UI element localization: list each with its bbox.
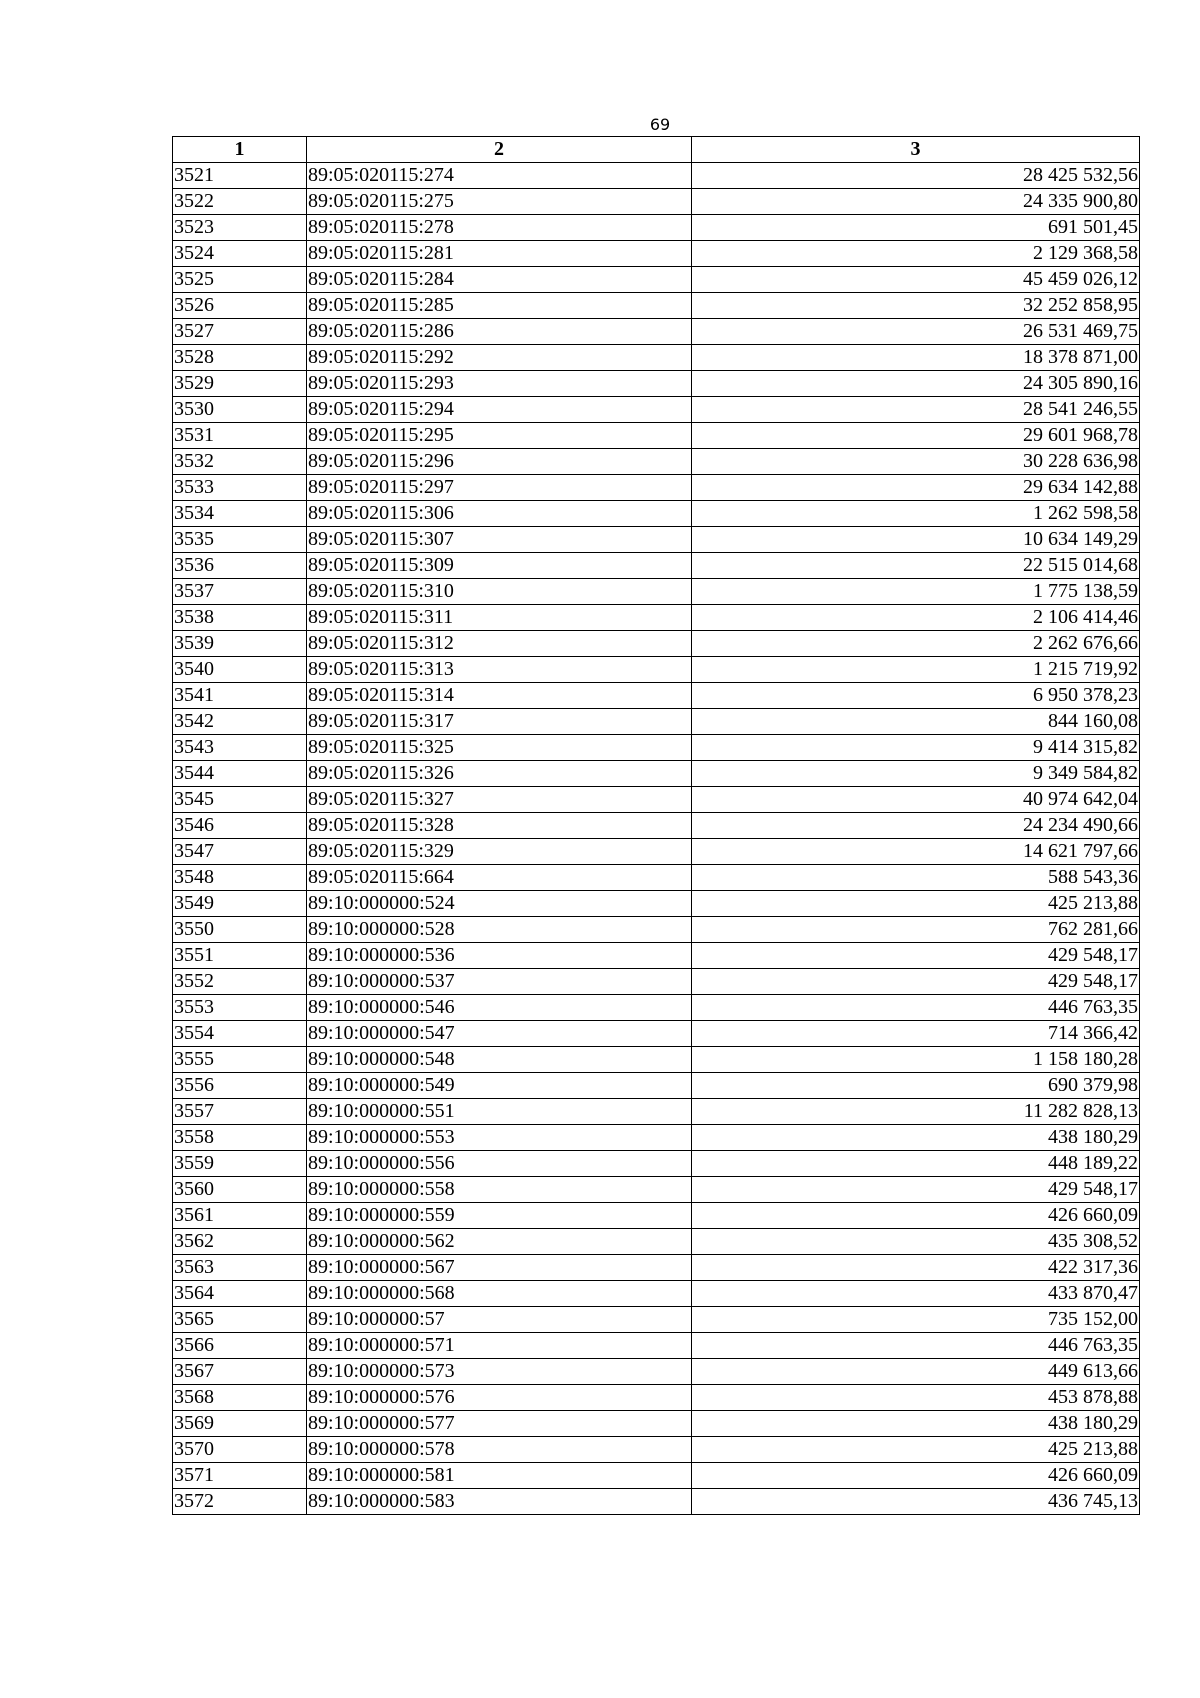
value-cell: 448 189,22	[692, 1151, 1140, 1177]
value-cell: 438 180,29	[692, 1411, 1140, 1437]
table-body	[173, 163, 1140, 1515]
table-row	[173, 943, 1140, 969]
value-cell: 2 106 414,46	[692, 605, 1140, 631]
value-cell: 32 252 858,95	[692, 293, 1140, 319]
cadastral-number-cell: 89:05:020115:286	[307, 319, 692, 345]
cadastral-number-cell: 89:05:020115:296	[307, 449, 692, 475]
registry-table	[172, 136, 1140, 1515]
row-number-cell: 3532	[173, 449, 307, 475]
table-row	[173, 293, 1140, 319]
value-cell: 2 262 676,66	[692, 631, 1140, 657]
table-row	[173, 1411, 1140, 1437]
cadastral-number-cell: 89:05:020115:310	[307, 579, 692, 605]
row-number-cell: 3563	[173, 1255, 307, 1281]
table-row	[173, 215, 1140, 241]
table-row	[173, 735, 1140, 761]
cadastral-number-cell: 89:05:020115:313	[307, 657, 692, 683]
table-row	[173, 1307, 1140, 1333]
row-number-cell: 3522	[173, 189, 307, 215]
cadastral-number-cell: 89:05:020115:306	[307, 501, 692, 527]
cadastral-number-cell: 89:10:000000:578	[307, 1437, 692, 1463]
row-number-cell: 3536	[173, 553, 307, 579]
cadastral-number-cell: 89:10:000000:536	[307, 943, 692, 969]
value-cell: 436 745,13	[692, 1489, 1140, 1515]
row-number-cell: 3561	[173, 1203, 307, 1229]
table-row	[173, 813, 1140, 839]
cadastral-number-cell: 89:05:020115:327	[307, 787, 692, 813]
value-cell: 425 213,88	[692, 891, 1140, 917]
cadastral-number-cell: 89:05:020115:297	[307, 475, 692, 501]
value-cell: 28 425 532,56	[692, 163, 1140, 189]
row-number-cell: 3570	[173, 1437, 307, 1463]
cadastral-number-cell: 89:05:020115:312	[307, 631, 692, 657]
cadastral-number-cell: 89:10:000000:562	[307, 1229, 692, 1255]
cadastral-number-cell: 89:05:020115:281	[307, 241, 692, 267]
page-number: 69	[649, 115, 671, 134]
row-number-cell: 3569	[173, 1411, 307, 1437]
table-row	[173, 1437, 1140, 1463]
value-cell: 429 548,17	[692, 1177, 1140, 1203]
table-row	[173, 839, 1140, 865]
value-cell: 1 262 598,58	[692, 501, 1140, 527]
value-cell: 45 459 026,12	[692, 267, 1140, 293]
row-number-cell: 3552	[173, 969, 307, 995]
row-number-cell: 3542	[173, 709, 307, 735]
cadastral-number-cell: 89:05:020115:294	[307, 397, 692, 423]
table-row	[173, 423, 1140, 449]
cadastral-number-cell: 89:10:000000:583	[307, 1489, 692, 1515]
value-cell: 28 541 246,55	[692, 397, 1140, 423]
row-number-cell: 3559	[173, 1151, 307, 1177]
table-row	[173, 267, 1140, 293]
value-cell: 9 349 584,82	[692, 761, 1140, 787]
cadastral-number-cell: 89:10:000000:568	[307, 1281, 692, 1307]
table-row	[173, 1073, 1140, 1099]
row-number-cell: 3564	[173, 1281, 307, 1307]
table-row	[173, 163, 1140, 189]
cadastral-number-cell: 89:10:000000:547	[307, 1021, 692, 1047]
row-number-cell: 3560	[173, 1177, 307, 1203]
value-cell: 6 950 378,23	[692, 683, 1140, 709]
value-cell: 14 621 797,66	[692, 839, 1140, 865]
row-number-cell: 3546	[173, 813, 307, 839]
table-row	[173, 501, 1140, 527]
table-row	[173, 1177, 1140, 1203]
column-header-3: 3	[692, 137, 1140, 163]
value-cell: 26 531 469,75	[692, 319, 1140, 345]
row-number-cell: 3533	[173, 475, 307, 501]
value-cell: 435 308,52	[692, 1229, 1140, 1255]
cadastral-number-cell: 89:10:000000:571	[307, 1333, 692, 1359]
row-number-cell: 3566	[173, 1333, 307, 1359]
value-cell: 735 152,00	[692, 1307, 1140, 1333]
value-cell: 1 158 180,28	[692, 1047, 1140, 1073]
cadastral-number-cell: 89:10:000000:558	[307, 1177, 692, 1203]
row-number-cell: 3550	[173, 917, 307, 943]
value-cell: 446 763,35	[692, 1333, 1140, 1359]
cadastral-number-cell: 89:05:020115:328	[307, 813, 692, 839]
value-cell: 1 775 138,59	[692, 579, 1140, 605]
value-cell: 714 366,42	[692, 1021, 1140, 1047]
table-row	[173, 1359, 1140, 1385]
table-row	[173, 657, 1140, 683]
value-cell: 433 870,47	[692, 1281, 1140, 1307]
row-number-cell: 3551	[173, 943, 307, 969]
cadastral-number-cell: 89:05:020115:311	[307, 605, 692, 631]
value-cell: 22 515 014,68	[692, 553, 1140, 579]
table-row	[173, 969, 1140, 995]
cadastral-number-cell: 89:05:020115:278	[307, 215, 692, 241]
table-row	[173, 1463, 1140, 1489]
value-cell: 422 317,36	[692, 1255, 1140, 1281]
value-cell: 1 215 719,92	[692, 657, 1140, 683]
value-cell: 426 660,09	[692, 1463, 1140, 1489]
table-header	[173, 137, 1140, 163]
row-number-cell: 3523	[173, 215, 307, 241]
table-row	[173, 1203, 1140, 1229]
row-number-cell: 3544	[173, 761, 307, 787]
value-cell: 691 501,45	[692, 215, 1140, 241]
row-number-cell: 3539	[173, 631, 307, 657]
table-row	[173, 189, 1140, 215]
cadastral-number-cell: 89:05:020115:292	[307, 345, 692, 371]
value-cell: 844 160,08	[692, 709, 1140, 735]
value-cell: 40 974 642,04	[692, 787, 1140, 813]
row-number-cell: 3540	[173, 657, 307, 683]
value-cell: 2 129 368,58	[692, 241, 1140, 267]
row-number-cell: 3555	[173, 1047, 307, 1073]
value-cell: 588 543,36	[692, 865, 1140, 891]
value-cell: 24 305 890,16	[692, 371, 1140, 397]
table-row	[173, 787, 1140, 813]
row-number-cell: 3529	[173, 371, 307, 397]
cadastral-number-cell: 89:10:000000:548	[307, 1047, 692, 1073]
row-number-cell: 3556	[173, 1073, 307, 1099]
row-number-cell: 3528	[173, 345, 307, 371]
cadastral-number-cell: 89:10:000000:551	[307, 1099, 692, 1125]
table-row	[173, 449, 1140, 475]
table-row	[173, 475, 1140, 501]
cadastral-number-cell: 89:10:000000:553	[307, 1125, 692, 1151]
value-cell: 762 281,66	[692, 917, 1140, 943]
table-row	[173, 1229, 1140, 1255]
cadastral-number-cell: 89:05:020115:275	[307, 189, 692, 215]
value-cell: 690 379,98	[692, 1073, 1140, 1099]
value-cell: 29 634 142,88	[692, 475, 1140, 501]
cadastral-number-cell: 89:05:020115:664	[307, 865, 692, 891]
row-number-cell: 3558	[173, 1125, 307, 1151]
table-row	[173, 631, 1140, 657]
row-number-cell: 3571	[173, 1463, 307, 1489]
cadastral-number-cell: 89:05:020115:295	[307, 423, 692, 449]
table-row	[173, 1021, 1140, 1047]
value-cell: 10 634 149,29	[692, 527, 1140, 553]
row-number-cell: 3525	[173, 267, 307, 293]
table-row	[173, 241, 1140, 267]
value-cell: 24 335 900,80	[692, 189, 1140, 215]
cadastral-number-cell: 89:10:000000:524	[307, 891, 692, 917]
table-row	[173, 1151, 1140, 1177]
cadastral-number-cell: 89:05:020115:329	[307, 839, 692, 865]
row-number-cell: 3567	[173, 1359, 307, 1385]
row-number-cell: 3568	[173, 1385, 307, 1411]
row-number-cell: 3541	[173, 683, 307, 709]
cadastral-number-cell: 89:10:000000:577	[307, 1411, 692, 1437]
value-cell: 9 414 315,82	[692, 735, 1140, 761]
cadastral-number-cell: 89:05:020115:284	[307, 267, 692, 293]
cadastral-number-cell: 89:10:000000:581	[307, 1463, 692, 1489]
cadastral-number-cell: 89:10:000000:546	[307, 995, 692, 1021]
header-row	[173, 137, 1140, 163]
cadastral-number-cell: 89:10:000000:549	[307, 1073, 692, 1099]
cadastral-number-cell: 89:10:000000:537	[307, 969, 692, 995]
row-number-cell: 3526	[173, 293, 307, 319]
table-row	[173, 1333, 1140, 1359]
cadastral-number-cell: 89:10:000000:576	[307, 1385, 692, 1411]
value-cell: 453 878,88	[692, 1385, 1140, 1411]
table-row	[173, 1255, 1140, 1281]
row-number-cell: 3530	[173, 397, 307, 423]
value-cell: 446 763,35	[692, 995, 1140, 1021]
table-row	[173, 865, 1140, 891]
row-number-cell: 3527	[173, 319, 307, 345]
table-row	[173, 761, 1140, 787]
row-number-cell: 3538	[173, 605, 307, 631]
cadastral-number-cell: 89:05:020115:285	[307, 293, 692, 319]
row-number-cell: 3565	[173, 1307, 307, 1333]
row-number-cell: 3557	[173, 1099, 307, 1125]
column-header-1: 1	[173, 137, 307, 163]
table-row	[173, 527, 1140, 553]
table-row	[173, 995, 1140, 1021]
cadastral-number-cell: 89:05:020115:274	[307, 163, 692, 189]
value-cell: 30 228 636,98	[692, 449, 1140, 475]
cadastral-number-cell: 89:10:000000:556	[307, 1151, 692, 1177]
value-cell: 429 548,17	[692, 969, 1140, 995]
cadastral-number-cell: 89:10:000000:528	[307, 917, 692, 943]
cadastral-number-cell: 89:05:020115:326	[307, 761, 692, 787]
value-cell: 429 548,17	[692, 943, 1140, 969]
row-number-cell: 3562	[173, 1229, 307, 1255]
row-number-cell: 3572	[173, 1489, 307, 1515]
table-row	[173, 371, 1140, 397]
column-header-2: 2	[307, 137, 692, 163]
table-row	[173, 345, 1140, 371]
row-number-cell: 3521	[173, 163, 307, 189]
cadastral-number-cell: 89:05:020115:307	[307, 527, 692, 553]
table-row	[173, 605, 1140, 631]
table-row	[173, 553, 1140, 579]
row-number-cell: 3548	[173, 865, 307, 891]
row-number-cell: 3547	[173, 839, 307, 865]
value-cell: 425 213,88	[692, 1437, 1140, 1463]
value-cell: 18 378 871,00	[692, 345, 1140, 371]
value-cell: 29 601 968,78	[692, 423, 1140, 449]
cadastral-number-cell: 89:05:020115:293	[307, 371, 692, 397]
row-number-cell: 3549	[173, 891, 307, 917]
value-cell: 426 660,09	[692, 1203, 1140, 1229]
row-number-cell: 3545	[173, 787, 307, 813]
cadastral-number-cell: 89:05:020115:314	[307, 683, 692, 709]
row-number-cell: 3554	[173, 1021, 307, 1047]
row-number-cell: 3534	[173, 501, 307, 527]
cadastral-number-cell: 89:10:000000:567	[307, 1255, 692, 1281]
table-row	[173, 1047, 1140, 1073]
row-number-cell: 3543	[173, 735, 307, 761]
table-row	[173, 397, 1140, 423]
cadastral-number-cell: 89:10:000000:573	[307, 1359, 692, 1385]
table-row	[173, 1125, 1140, 1151]
row-number-cell: 3553	[173, 995, 307, 1021]
value-cell: 438 180,29	[692, 1125, 1140, 1151]
table-row	[173, 683, 1140, 709]
row-number-cell: 3537	[173, 579, 307, 605]
table-row	[173, 1489, 1140, 1515]
table-row	[173, 1281, 1140, 1307]
cadastral-number-cell: 89:10:000000:559	[307, 1203, 692, 1229]
table-row	[173, 917, 1140, 943]
value-cell: 449 613,66	[692, 1359, 1140, 1385]
cadastral-number-cell: 89:10:000000:57	[307, 1307, 692, 1333]
table-row	[173, 1385, 1140, 1411]
cadastral-number-cell: 89:05:020115:309	[307, 553, 692, 579]
value-cell: 11 282 828,13	[692, 1099, 1140, 1125]
table-row	[173, 709, 1140, 735]
row-number-cell: 3531	[173, 423, 307, 449]
value-cell: 24 234 490,66	[692, 813, 1140, 839]
table-row	[173, 891, 1140, 917]
cadastral-number-cell: 89:05:020115:317	[307, 709, 692, 735]
cadastral-number-cell: 89:05:020115:325	[307, 735, 692, 761]
row-number-cell: 3535	[173, 527, 307, 553]
table-row	[173, 579, 1140, 605]
row-number-cell: 3524	[173, 241, 307, 267]
table-row	[173, 1099, 1140, 1125]
table-row	[173, 319, 1140, 345]
